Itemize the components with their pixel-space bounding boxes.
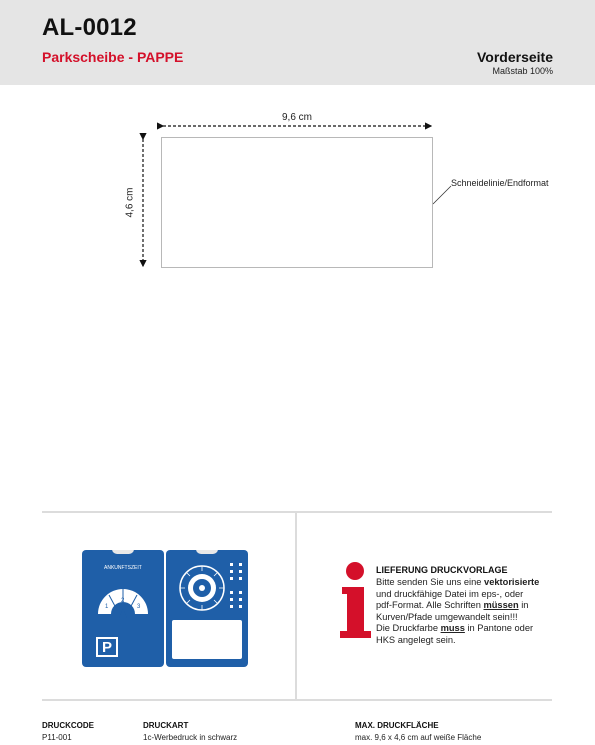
druckart-value: 1c-Werbedruck in schwarz <box>143 733 238 742</box>
parking-p-symbol: P <box>96 637 118 657</box>
parking-disc-back <box>166 550 248 667</box>
druckflaeche-value: max. 9,6 x 4,6 cm auf weiße Fläche <box>355 733 482 742</box>
clock-dial <box>166 555 248 625</box>
cut-line-box <box>161 137 433 268</box>
druckcode-value: P11-001 <box>42 733 72 742</box>
dial-window <box>82 578 164 638</box>
width-dimension-label: 9,6 cm <box>282 112 313 123</box>
cut-leader-line <box>433 186 451 204</box>
info-title: LIEFERUNG DRUCKVORLAGE <box>376 565 508 575</box>
divider-bottom <box>42 699 552 701</box>
svg-text:1: 1 <box>105 604 109 610</box>
scale-label: Maßstab 100% <box>492 66 553 76</box>
height-dimension-label: 4,6 cm <box>124 187 136 218</box>
svg-text:2: 2 <box>121 598 125 604</box>
hang-tab-back <box>196 550 218 554</box>
druckart-label: DRUCKART <box>143 721 189 730</box>
print-area-white <box>172 620 242 659</box>
svg-text:3: 3 <box>137 604 141 610</box>
article-code: AL-0012 <box>42 14 137 41</box>
side-label: Vorderseite <box>477 49 553 65</box>
card-white-strip <box>120 636 160 659</box>
header-bar <box>0 0 595 85</box>
divider-top <box>42 511 552 513</box>
hang-tab <box>112 550 134 554</box>
info-body: Bitte senden Sie uns eine vektorisierte und druckfähige Datei im eps-, oder pdf-Format. Alle Schriften müssen in Kurven/Pfade umgewandelt sein!!! Die Druckfarbe muss in Pantone oder HKS angelegt sein. <box>376 577 540 645</box>
divider-middle <box>295 511 297 699</box>
info-icon <box>335 560 375 640</box>
parking-disc-front <box>82 550 164 667</box>
arrival-time-text: ANKUNFTSZEIT <box>104 565 142 571</box>
druckcode-label: DRUCKCODE <box>42 721 94 730</box>
cut-line-label: Schneidelinie/Endformat <box>451 178 549 188</box>
druckflaeche-label: MAX. DRUCKFLÄCHE <box>355 721 439 730</box>
product-name: Parkscheibe - PAPPE <box>42 49 184 65</box>
